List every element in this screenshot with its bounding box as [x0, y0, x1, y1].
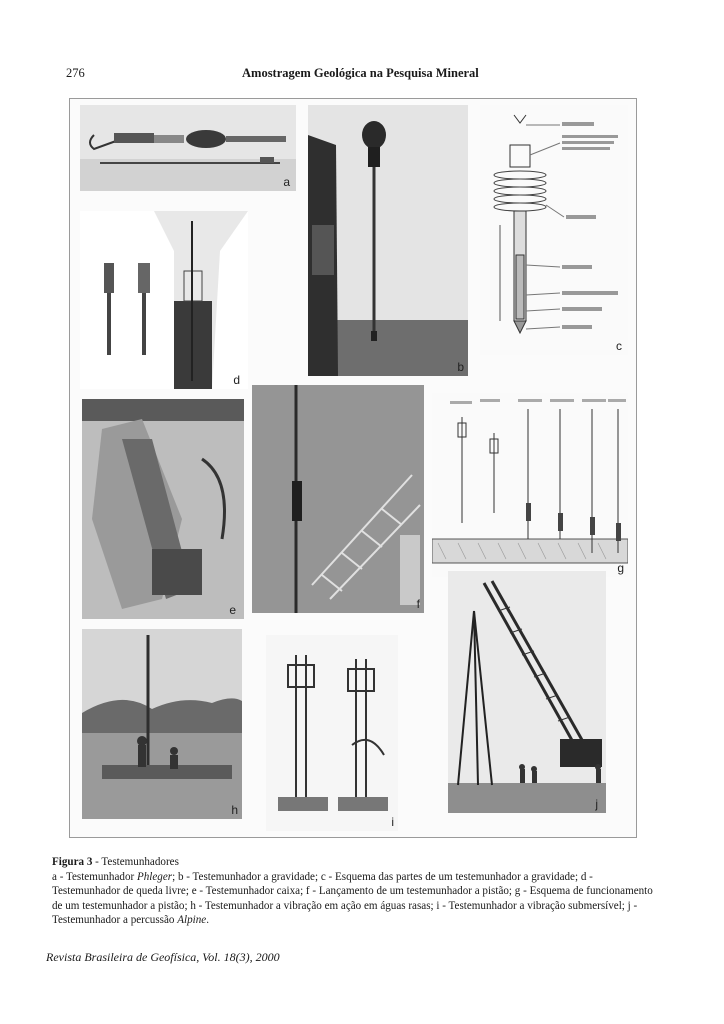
photo-panel-i	[266, 635, 398, 831]
diagram-panel-c	[480, 105, 628, 355]
caption-title: - Testemunhadores	[92, 856, 179, 868]
figure-3	[69, 98, 637, 838]
caption-italic-phleger: Phleger	[136, 870, 173, 883]
free-fall-corer-photo	[80, 211, 248, 389]
gravity-corer-schematic	[480, 105, 628, 355]
caption-line-2: Testemunhador de queda livre; e - Testemunhador caixa; f - Lançamento de um testemunhador a pistão; g - Esquema de funcionamento	[52, 885, 653, 898]
phleger-corer-photo	[80, 105, 296, 191]
panel-letter-h: h	[231, 803, 238, 817]
panel-letter-a: a	[283, 175, 290, 189]
vibracorer-shallow-water-photo	[82, 629, 242, 819]
panel-letter-b: b	[457, 360, 464, 374]
caption-text: a - Testemunhador	[52, 870, 137, 883]
caption-line-1	[52, 870, 672, 885]
caption-text: .	[206, 914, 209, 927]
caption-text: Testemunhador a percussão	[52, 914, 178, 927]
running-title: Amostragem Geológica na Pesquisa Mineral	[242, 66, 479, 80]
photo-panel-e	[82, 399, 244, 619]
alpine-percussion-corer-photo	[448, 571, 606, 813]
piston-corer-operation-schematic	[432, 393, 628, 577]
piston-corer-launch-photo	[252, 385, 424, 613]
page-number: 276	[66, 66, 85, 80]
panel-letter-g: g	[617, 561, 624, 575]
panel-letter-f: f	[416, 597, 420, 611]
photo-panel-h	[82, 629, 242, 819]
box-corer-photo	[82, 399, 244, 619]
caption-heading	[52, 855, 672, 870]
panel-letter-c: c	[616, 339, 622, 353]
photo-panel-j	[448, 571, 606, 813]
panel-letter-e: e	[229, 603, 236, 617]
panel-letter-i: i	[391, 815, 394, 829]
panel-letter-j: j	[595, 797, 598, 811]
photo-panel-a	[80, 105, 296, 191]
photo-panel-b	[308, 105, 468, 376]
figure-caption	[52, 855, 672, 928]
photo-panel-d	[80, 211, 248, 389]
journal-citation: Revista Brasileira de Geofísica, Vol. 18(3), 2000	[46, 950, 280, 964]
caption-italic-alpine: Alpine	[177, 914, 207, 927]
diagram-panel-g	[432, 393, 628, 577]
caption-line-4	[52, 913, 672, 928]
panel-letter-d: d	[233, 373, 240, 387]
page-header	[66, 66, 666, 86]
photo-panel-f	[252, 385, 424, 613]
submersible-vibracorer-photo	[266, 635, 398, 831]
caption-line-3: de um testemunhador a pistão; h - Testemunhador a vibração em ação em águas rasas; i - Testemunhador a vibração submersível; j -	[52, 899, 638, 912]
caption-text: ; b - Testemunhador a gravidade; c - Esquema das partes de um testemunhador a gravidade; d -	[172, 870, 593, 883]
caption-label: Figura 3	[52, 856, 93, 868]
gravity-corer-photo	[308, 105, 468, 376]
